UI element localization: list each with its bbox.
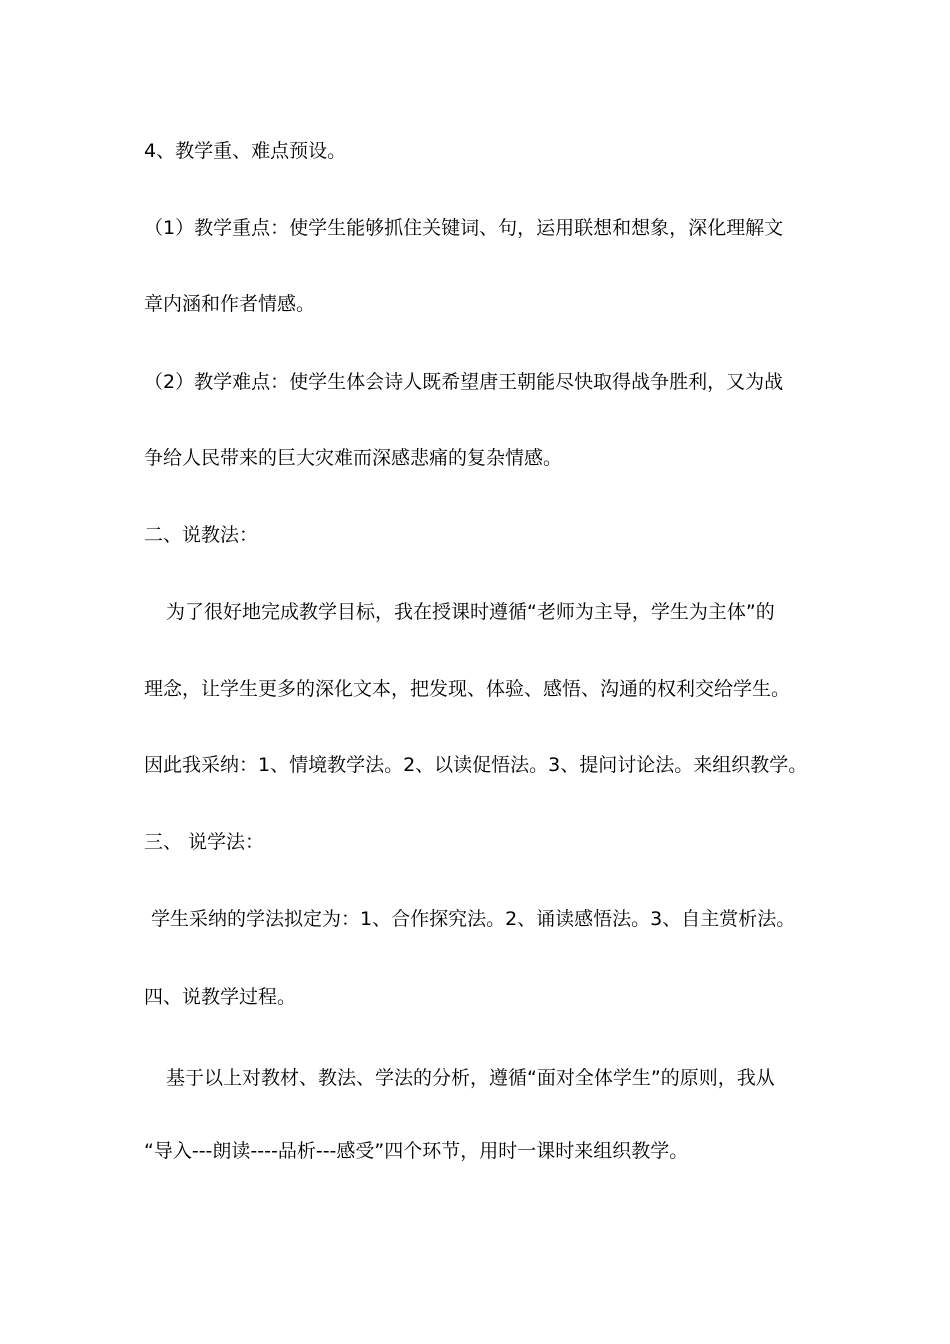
paragraph-line: （2）教学难点：使学生体会诗人既希望唐王朝能尽快取得战争胜利，又为战 — [144, 371, 784, 393]
paragraph-line: 理念，让学生更多的深化文本，把发现、体验、感悟、沟通的权利交给学生。 — [144, 678, 791, 700]
paragraph-line: 基于以上对教材、教法、学法的分析，遵循“面对全体学生”的原则，我从 — [166, 1067, 775, 1089]
heading-teaching-process: 四、说教学过程。 — [144, 986, 297, 1008]
heading-learning-method: 三、 说学法： — [144, 831, 265, 853]
heading-teaching-method: 二、说教法： — [144, 524, 259, 546]
paragraph-line: 学生采纳的学法拟定为：1、合作探究法。2、诵读感悟法。3、自主赏析法。 — [151, 908, 796, 930]
paragraph-line: 章内涵和作者情感。 — [144, 293, 316, 315]
paragraph-line: （1）教学重点：使学生能够抓住关键词、句，运用联想和想象，深化理解文 — [144, 217, 784, 239]
paragraph-line: 因此我采纳：1、情境教学法。2、以读促悟法。3、提问讨论法。来组织教学。 — [144, 754, 808, 776]
heading-teaching-focus: 4、教学重、难点预设。 — [144, 140, 347, 162]
paragraph-line: “导入---朗读----品析---感受”四个环节，用时一课时来组织教学。 — [144, 1140, 689, 1162]
paragraph-line: 争给人民带来的巨大灾难而深感悲痛的复杂情感。 — [144, 447, 563, 469]
paragraph-line: 为了很好地完成教学目标，我在授课时遵循“老师为主导，学生为主体”的 — [166, 601, 775, 623]
